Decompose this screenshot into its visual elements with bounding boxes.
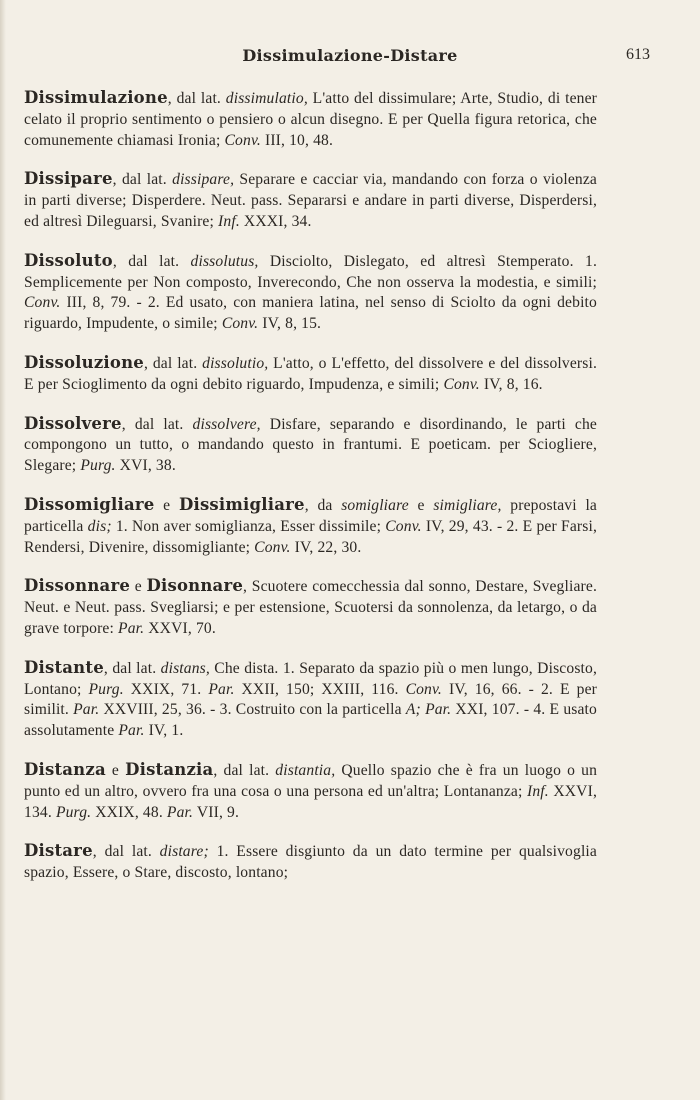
entry-text: IV, 29, 43. - 2. E per Farsi, Rendersi, Divenire, dissomigliante; bbox=[24, 517, 597, 556]
running-title: Dissimulazione-Distare bbox=[242, 46, 458, 65]
headword: Distanzia bbox=[125, 759, 214, 779]
citation-work: Conv. bbox=[443, 375, 480, 393]
headword: Dissoluto bbox=[24, 250, 113, 270]
entry-text: e bbox=[105, 761, 126, 779]
headword: Dissimulazione bbox=[24, 88, 168, 107]
entry-text: , Scuotere comecchessia dal sonno, Destare, Svegliare. Neut. e Neut. pass. Svegliarsi; e per estensione, Scuotersi da sonnolenza, da letargo, o da grave torpore: bbox=[24, 578, 597, 637]
entry-text: , da bbox=[304, 496, 342, 514]
entry-text: prepostavi la particella bbox=[24, 496, 598, 535]
entry-text: Separare e cacciar via, mandando con forza o violenza in parti diverse; Disperdere. Neut. pass. Separarsi e andare in parti diverse, Disperdersi, ed altresì Dileguarsi, Svanire; bbox=[24, 171, 598, 230]
latin-etymon: distans, bbox=[160, 659, 210, 677]
citation-work: Par. bbox=[118, 722, 145, 740]
entry-dissolvere bbox=[24, 414, 597, 477]
headword: Dissipare bbox=[24, 169, 113, 189]
entry-text: XXVIII, 25, 36. - 3. Costruito con la particella bbox=[99, 701, 406, 719]
citation-work: Par. bbox=[425, 701, 452, 719]
citation-work: Conv. bbox=[224, 131, 261, 149]
latin-etymon: dissipare, bbox=[172, 171, 235, 189]
citation-work: Par. bbox=[208, 680, 235, 698]
entry-text: 1. Essere disgiunto da un dato termine per qualsivoglia spazio, Essere, o Stare, discosto, lontano; bbox=[24, 843, 597, 882]
entry-text: IV, 16, 66. - 2. E per similit. bbox=[24, 680, 597, 719]
entry-text: IV, 22, 30. bbox=[290, 538, 362, 556]
entry-dissipare bbox=[24, 169, 597, 232]
entry-text: XXI, 107. - 4. E usato assolutamente bbox=[24, 701, 597, 740]
particle: dis; bbox=[87, 517, 112, 535]
latin-etymon: dissolvere, bbox=[192, 415, 261, 433]
citation-work: Inf. bbox=[218, 212, 240, 230]
page-number: 613 bbox=[626, 46, 650, 63]
entry-text: e bbox=[408, 496, 434, 514]
entry-text: , dal lat. bbox=[213, 761, 276, 779]
latin-etymon: dissimulatio, bbox=[225, 90, 308, 107]
entry-text: , dal lat. bbox=[112, 171, 173, 189]
page-edge bbox=[0, 0, 6, 1100]
citation-work: Purg. bbox=[55, 803, 92, 821]
entry-dissonnare bbox=[24, 576, 597, 639]
entry-text: 1. Non aver somiglianza, Esser dissimile; bbox=[111, 517, 386, 535]
entry-text: XXVI, 70. bbox=[144, 619, 216, 637]
headword: Disonnare bbox=[146, 576, 244, 596]
entry-text: e bbox=[130, 578, 147, 596]
entry-text: , dal lat. bbox=[92, 843, 160, 861]
entry-text: , dal lat. bbox=[112, 252, 191, 270]
entry-text: L'atto del dissimulare; Arte, Studio, di tener celato il proprio sentimento o pensiero o alcun disegno. E per Quella figura retorica, che comunemente chiamasi Ironia; bbox=[24, 90, 598, 149]
entry-distanza bbox=[24, 760, 597, 823]
entry-text: IV, 8, 15. bbox=[258, 315, 322, 333]
headword: Dissolvere bbox=[24, 413, 122, 433]
headword: Dissomigliare bbox=[24, 494, 155, 514]
dictionary-entries bbox=[24, 88, 597, 902]
headword: Distare bbox=[24, 841, 93, 861]
page-header bbox=[22, 46, 678, 70]
entry-text: XXIX, 48. bbox=[91, 803, 167, 821]
headword: Distanza bbox=[24, 759, 106, 779]
particle: A; bbox=[405, 701, 421, 719]
entry-text: , dal lat. bbox=[103, 659, 161, 677]
entry-dissomigliare bbox=[24, 495, 597, 558]
entry-text: XVI, 38. bbox=[115, 457, 176, 475]
citation-work: Conv. bbox=[385, 517, 422, 535]
citation-work: Conv. bbox=[254, 538, 291, 556]
entry-text: , dal lat. bbox=[167, 90, 226, 107]
citation-work: Par. bbox=[118, 619, 145, 637]
entry-text: XXIX, 71. bbox=[123, 680, 209, 698]
headword: Distante bbox=[24, 657, 104, 677]
headword: Dissoluzione bbox=[24, 352, 144, 372]
headword: Dissimigliare bbox=[178, 494, 305, 514]
entry-text: XXXI, 34. bbox=[239, 212, 312, 230]
entry-dissoluzione bbox=[24, 353, 597, 396]
entry-dissoluto bbox=[24, 251, 597, 335]
entry-text: VII, 9. bbox=[193, 803, 240, 821]
citation-work: Conv. bbox=[221, 315, 259, 333]
latin-etymon: dissolutus, bbox=[190, 252, 259, 270]
entry-text: , dal lat. bbox=[121, 415, 193, 433]
entry-text: Quello spazio che è fra un luogo o un punto ed un altro, ovvero fra una cosa o una persona ed un'altra; Lontananza; bbox=[24, 761, 598, 800]
entry-text: XXVI, 134. bbox=[24, 782, 597, 821]
entry-text: L'atto, o L'effetto, del dissolvere e del dissolversi. E per Scioglimento da ogni debito riguardo, Impudenza, e simili; bbox=[24, 354, 597, 393]
etymon: somigliare bbox=[341, 496, 409, 514]
citation-work: Purg. bbox=[80, 457, 116, 475]
citation-work: Par. bbox=[73, 701, 100, 719]
entry-text: Disciolto, Dislegato, ed altresì Stemperato. 1. Semplicemente per Non composto, Inverecondo, Che non osserva la modestia, e simili; bbox=[24, 252, 597, 291]
etymon: simigliare, bbox=[433, 496, 502, 514]
entry-distante bbox=[24, 658, 597, 742]
latin-etymon: distantia, bbox=[275, 761, 336, 779]
citation-work: Inf. bbox=[527, 782, 549, 800]
citation-work: Conv. bbox=[405, 680, 442, 698]
entry-text: IV, 1. bbox=[144, 722, 184, 740]
citation-work: Purg. bbox=[88, 680, 124, 698]
entry-text: Disfare, separando e disordinando, le parti che compongono un tutto, o mandando questo in frantumi. E poeticam. per Sciogliere, Slegare; bbox=[24, 415, 597, 475]
citation-work: Conv. bbox=[24, 294, 61, 312]
entry-text: III, 8, 79. - 2. Ed usato, con maniera latina, nel senso di Sciolto da ogni debito riguardo, Impudente, o simile; bbox=[24, 294, 597, 333]
headword: Dissonnare bbox=[24, 576, 131, 596]
entry-text: Che dista. 1. Separato da spazio più o men lungo, Discosto, Lontano; bbox=[24, 659, 598, 698]
latin-etymon: distare; bbox=[159, 843, 209, 861]
citation-work: Par. bbox=[166, 803, 194, 821]
entry-text: XXII, 150; XXIII, 116. bbox=[234, 680, 406, 698]
entry-text: III, 10, 48. bbox=[260, 131, 334, 149]
entry-distare bbox=[24, 841, 597, 884]
entry-text: e bbox=[154, 496, 179, 514]
entry-text: IV, 8, 16. bbox=[479, 375, 543, 393]
entry-text: , dal lat. bbox=[143, 354, 203, 372]
entry-dissimulazione bbox=[24, 88, 597, 151]
latin-etymon: dissolutio, bbox=[202, 354, 269, 372]
